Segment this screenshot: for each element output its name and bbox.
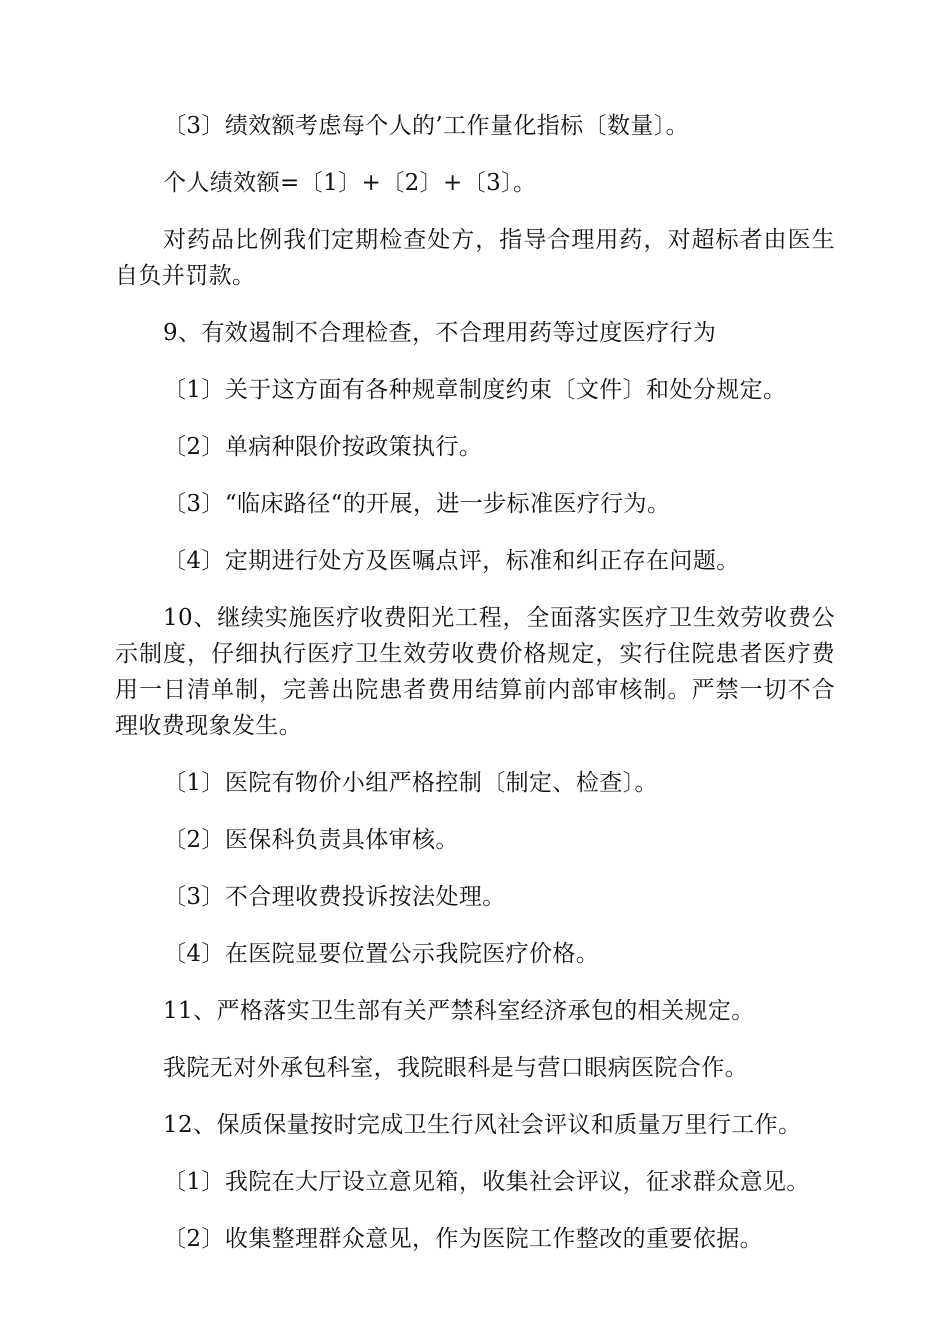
paragraph-section-12-item-1: 〔1〕我院在大厅设立意见箱，收集社会评议，征求群众意见。	[163, 1169, 810, 1195]
paragraph-personal-performance-formula: 个人绩效额=〔1〕+〔2〕+〔3〕。	[163, 170, 537, 196]
paragraph-section-10-item-2: 〔2〕医保科负责具体审核。	[163, 827, 459, 853]
paragraph-section-9-item-4: 〔4〕定期进行处方及医嘱点评，标准和纠正存在问题。	[163, 548, 740, 574]
paragraph-section-10-item-1: 〔1〕医院有物价小组严格控制〔制定、检查〕。	[163, 770, 658, 796]
paragraph-section-12-item-2: 〔2〕收集整理群众意见，作为医院工作整改的重要依据。	[163, 1226, 764, 1252]
paragraph-section-9-item-2: 〔2〕单病种限价按政策执行。	[163, 434, 483, 460]
paragraph-section-11-heading: 11、严格落实卫生部有关严禁科室经济承包的相关规定。	[163, 998, 755, 1024]
paragraph-section-9-item-3: 〔3〕“临床路径“的开展，进一步标准医疗行为。	[163, 491, 671, 517]
paragraph-section-10-item-3: 〔3〕不合理收费投诉按法处理。	[163, 884, 506, 910]
paragraph-section-11-detail: 我院无对外承包科室，我院眼科是与营口眼病医院合作。	[163, 1055, 748, 1081]
paragraph-performance-item-3: 〔3〕绩效额考虑每个人的’工作量化指标〔数量〕。	[163, 113, 690, 139]
document-body	[115, 108, 835, 1278]
paragraph-section-10-item-4: 〔4〕在医院显要位置公示我院医疗价格。	[163, 941, 600, 967]
paragraph-section-9-heading: 9、有效遏制不合理检查，不合理用药等过度医疗行为	[163, 320, 717, 346]
paragraph-drug-ratio-check: 对药品比例我们定期检查处方，指导合理用药，对超标者由医生自负并罚款。	[115, 227, 835, 289]
paragraph-section-9-item-1: 〔1〕关于这方面有各种规章制度约束〔文件〕和处分规定。	[163, 377, 787, 403]
paragraph-section-10-heading: 10、继续实施医疗收费阳光工程，全面落实医疗卫生效劳收费公示制度，仔细执行医疗卫生效劳收费价格规定，实行住院患者医疗费用一日清单制，完善出院患者费用结算前内部审核制。严禁一切不合理收费现象发生。	[115, 605, 835, 739]
paragraph-section-12-heading: 12、保质保量按时完成卫生行风社会评议和质量万里行工作。	[163, 1112, 802, 1138]
